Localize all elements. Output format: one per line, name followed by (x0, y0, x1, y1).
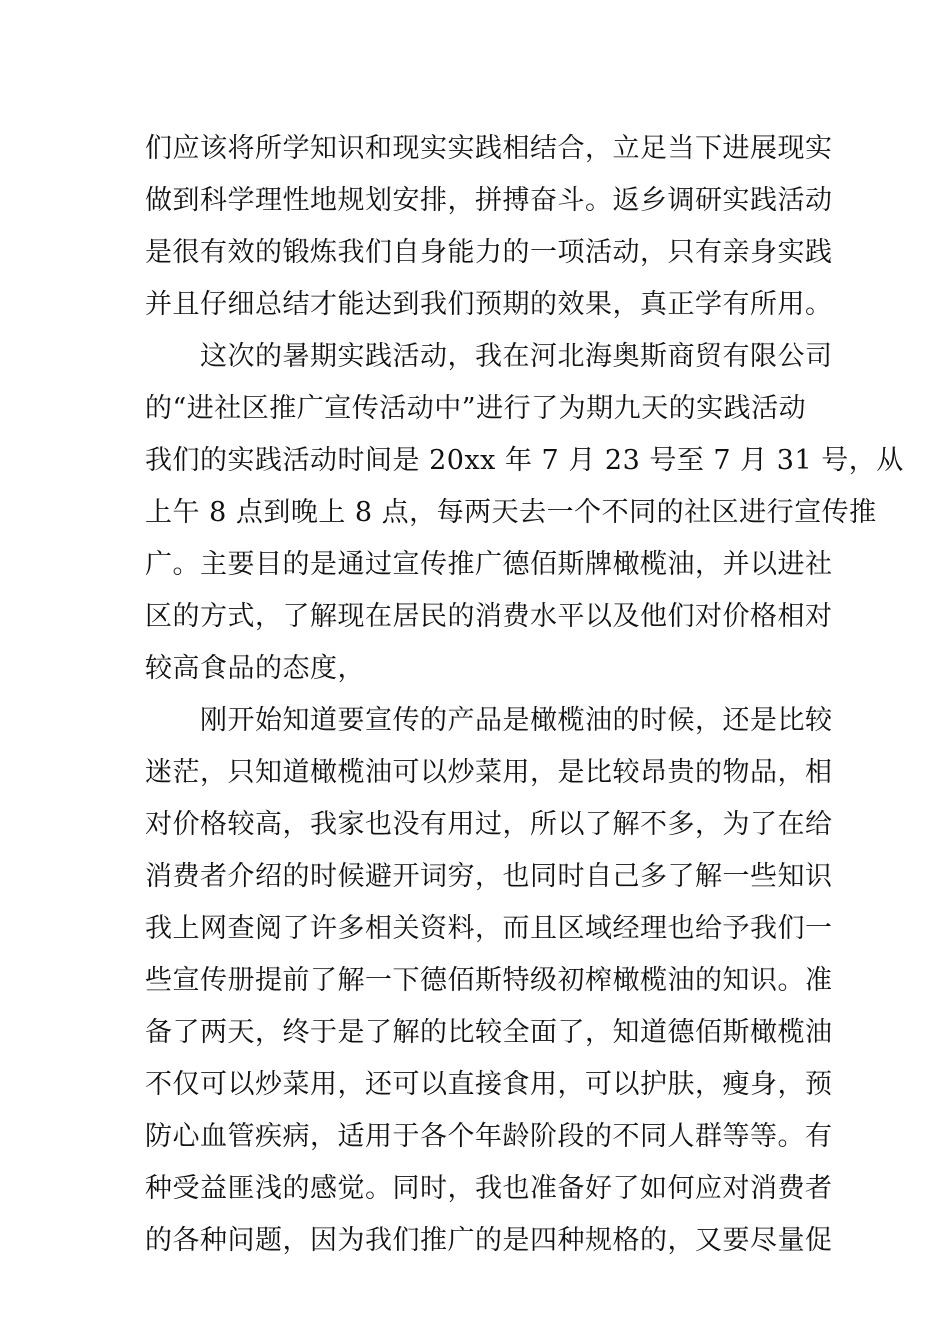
text-line: 我们的实践活动时间是 20xx 年 7 月 23 号至 7 月 31 号，从 (145, 445, 904, 476)
text-line: 们应该将所学知识和现实实践相结合，立足当下进展现实 (145, 133, 833, 164)
text-line: 对价格较高，我家也没有用过，所以了解不多，为了在给 (145, 809, 833, 840)
text-line: 上午 8 点到晚上 8 点，每两天去一个不同的社区进行宣传推 (145, 497, 877, 528)
text-line: 消费者介绍的时候避开词穷，也同时自己多了解一些知识 (145, 861, 833, 892)
text-line: 备了两天，终于是了解的比较全面了，知道德佰斯橄榄油 (145, 1017, 833, 1048)
paragraph-first-line: 这次的暑期实践活动，我在河北海奥斯商贸有限公司 (200, 341, 833, 372)
text-line: 区的方式，了解现在居民的消费水平以及他们对价格相对 (145, 601, 833, 632)
text-line: 做到科学理性地规划安排，拼搏奋斗。返乡调研实践活动 (145, 185, 833, 216)
text-line: 些宣传册提前了解一下德佰斯特级初榨橄榄油的知识。准 (145, 965, 833, 996)
text-line: 的“进社区推广宣传活动中”进行了为期九天的实践活动 (145, 393, 807, 424)
text-line: 我上网查阅了许多相关资料，而且区域经理也给予我们一 (145, 913, 833, 944)
text-line: 不仅可以炒菜用，还可以直接食用，可以护肤，瘦身，预 (145, 1069, 833, 1100)
text-line: 的各种问题，因为我们推广的是四种规格的，又要尽量促 (145, 1225, 833, 1256)
text-line: 广。主要目的是通过宣传推广德佰斯牌橄榄油，并以进社 (145, 549, 833, 580)
text-line: 种受益匪浅的感觉。同时，我也准备好了如何应对消费者 (145, 1173, 833, 1204)
text-line: 迷茫，只知道橄榄油可以炒菜用，是比较昂贵的物品，相 (145, 757, 833, 788)
paragraph-first-line: 刚开始知道要宣传的产品是橄榄油的时候，还是比较 (200, 705, 833, 736)
text-line: 是很有效的锻炼我们自身能力的一项活动，只有亲身实践 (145, 237, 833, 268)
text-line: 较高食品的态度， (145, 653, 365, 684)
text-line: 防心血管疾病，适用于各个年龄阶段的不同人群等等。有 (145, 1121, 833, 1152)
text-line: 并且仔细总结才能达到我们预期的效果，真正学有所用。 (145, 289, 833, 320)
